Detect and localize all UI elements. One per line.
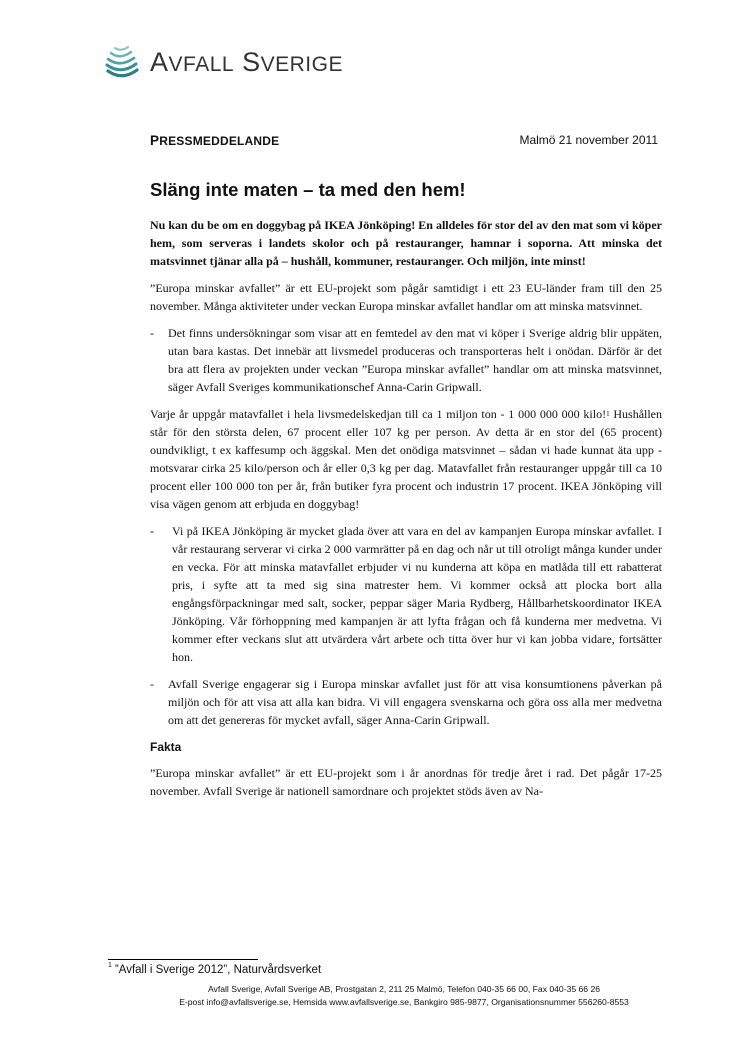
bullet-dash: - bbox=[150, 326, 154, 340]
brand-name-rest-1: VFALL bbox=[168, 52, 235, 76]
footnote-reference: 1 bbox=[606, 410, 610, 418]
footnote bbox=[108, 964, 321, 976]
paragraph-2 bbox=[150, 405, 662, 513]
footer-address: Avfall Sverige, Avfall Sverige AB, Prostgatan 2, 211 25 Malmö, Telefon 040-35 66 00, Fax 040-35 66 26 bbox=[207, 984, 601, 994]
quote-item-3 bbox=[150, 675, 662, 729]
footnote-divider bbox=[108, 959, 258, 960]
quote-text-2: Vi på IKEA Jönköping är mycket glada över att vara en del av kampanjen Europa minskar avfallet. I vår restaurang serverar vi cirka 2 000 varmrätter på en dag och når ut till otroligt många kunder under en vecka. För att minska matavfallet erbjuder vi nu kunderna att köpa en matlåda till ett rabatterat pris, i syfte att ta med sig sina matrester hem. Vi kommer också att plocka bort alla engångsförpackningar med salt, socker, peppar säger Maria Rydberg, Hållbarhetskoordinator IKEA Jönköping. Vår förhoppning med kampanjen är att lyfta frågan och få kunderna mer medvetna. Vi kommer efter veckans slut att utvärdera vårt arbete och titta över hur vi kan jobba vidare, fortsätter hon. bbox=[172, 524, 662, 664]
facts-paragraph: ”Europa minskar avfallet” är ett EU-projekt som i år anordnas för tredje året i rad. Det pågår 17-25 november. Avfall Sverige är nationell samordnare och projektet stöds även av Na- bbox=[150, 766, 662, 798]
bullet-dash: - bbox=[150, 677, 154, 691]
paragraph-2-part-1: Varje år uppgår matavfallet i hela livsmedelskedjan till ca 1 miljon ton - 1 000 000 000 kilo! bbox=[150, 407, 607, 421]
paragraph-1: ”Europa minskar avfallet” är ett EU-projekt som pågår samtidigt i ett 23 EU-länder fram till den 25 november. Många aktiviteter under veckan Europa minskar avfallet handlar om att minska matsvinnet. bbox=[150, 281, 662, 313]
brand-logo bbox=[104, 42, 343, 82]
quote-item-2 bbox=[150, 522, 662, 666]
footnote-number: 1 bbox=[108, 962, 112, 969]
brand-name-initial-2: S bbox=[242, 46, 261, 77]
bullet-dash: - bbox=[150, 524, 154, 538]
avfall-sverige-logo-icon bbox=[104, 44, 140, 80]
document-type-label bbox=[150, 133, 279, 148]
brand-name bbox=[150, 46, 343, 77]
article-lead: Nu kan du be om en doggybag på IKEA Jönköping! En alldeles för stor del av den mat som vi köper hem, som serveras i landets skolor och på restauranger, hamnar i soporna. Att minska det matsvinnet tjänar alla på – hushåll, kommuner, restauranger. Och miljön, inte minst! bbox=[150, 218, 662, 268]
quote-text-3: Avfall Sverige engagerar sig i Europa minskar avfallet just för att visa konsumtionens påverkan på miljön och för att visa att alla kan bidra. Vi vill engagera svenskarna och göra oss alla mer medvetna om att det genereras för mycket avfall, säger Anna-Carin Gripwall. bbox=[168, 677, 662, 727]
quote-text-1: Det finns undersökningar som visar att en femtedel av den mat vi köper i Sverige aldrig blir uppäten, utan bara kastas. Det innebär att livsmedel produceras och transporteras helt i onödan. Därför är det bra att flera av projekten under veckan ”Europa minskar avfallet” handlar om att minska matsvinnet, säger Avfall Sveriges kommunikationschef Anna-Carin Gripwall. bbox=[168, 326, 662, 394]
paragraph-2-part-2: Hushållen står för den största delen, 67 procent eller 107 kg per person. Av detta är en stor del (65 procent) oundvikligt, t ex kaffesump och äggskal. Men det onödiga matsvinnet – sådan vi hade kunnat äta upp - motsvarar cirka 25 kilo/person och år eller 0,3 kg per dag. Matavfallet från restauranger uppgår till ca 10 procent eller 100 000 ton per år, från butiker fyra procent och industrin 17 procent. IKEA Jönköping vill visa vägen genom att erbjuda en doggybag! bbox=[150, 407, 663, 511]
article-title: Släng inte maten – ta med den hem! bbox=[150, 179, 466, 200]
quote-item-1 bbox=[150, 324, 662, 396]
brand-name-initial-1: A bbox=[150, 46, 169, 77]
article-body bbox=[150, 178, 662, 809]
footnote-text: ”Avfall i Sverige 2012”, Naturvårdsverket bbox=[114, 964, 322, 976]
facts-heading: Fakta bbox=[150, 740, 182, 754]
document-date: Malmö 21 november 2011 bbox=[519, 133, 658, 147]
footer-contact: E-post info@avfallsverige.se, Hemsida www.avfallsverige.se, Bankgiro 985-9877, Organisationsnummer 556260-8553 bbox=[179, 997, 629, 1007]
label-rest: RESSMEDDELANDE bbox=[159, 134, 280, 148]
brand-name-rest-2: VERIGE bbox=[260, 52, 343, 76]
label-initial: P bbox=[150, 133, 160, 148]
